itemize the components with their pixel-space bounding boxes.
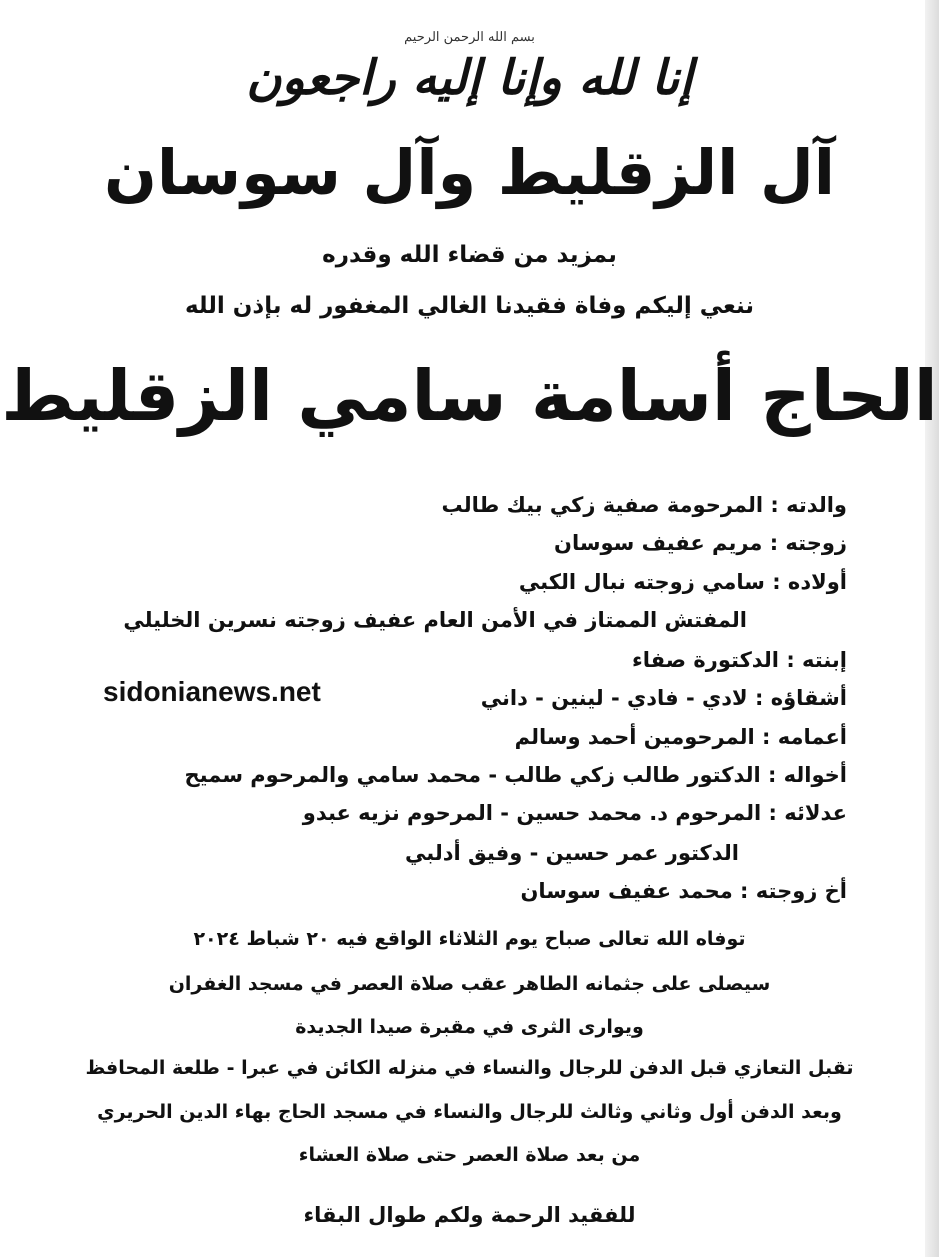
relative-uncles-maternal: أخواله : الدكتور طالب زكي طالب - محمد سامي والمرحوم سميح xyxy=(184,763,847,787)
notice-condolences-after: وبعد الدفن أول وثاني وثالث للرجال والنساء في مسجد الحاج بهاء الدين الحريري xyxy=(97,1101,842,1123)
intro-line-1: بمزيد من قضاء الله وقدره xyxy=(322,242,617,268)
relative-children-cont: المفتش الممتاز في الأمن العام عفيف زوجته نسرين الخليلي xyxy=(123,608,747,632)
closing-line: للفقيد الرحمة ولكم طوال البقاء xyxy=(303,1203,636,1227)
relative-uncles-paternal: أعمامه : المرحومين أحمد وسالم xyxy=(514,725,847,749)
basmala: بسم الله الرحمن الرحيم xyxy=(404,30,535,45)
relative-in-laws-cont: الدكتور عمر حسين - وفيق أدلبي xyxy=(405,841,739,865)
relative-mother: والدته : المرحومة صفية زكي بيك طالب xyxy=(441,493,847,517)
notice-prayer: سيصلى على جثمانه الطاهر عقب صلاة العصر في مسجد الغفران xyxy=(168,973,771,995)
intro-line-2: ننعي إليكم وفاة فقيدنا الغالي المغفور له بإذن الله xyxy=(184,293,755,319)
relative-daughter: إبنته : الدكتورة صفاء xyxy=(632,648,847,672)
relative-wife-brother: أخ زوجته : محمد عفيف سوسان xyxy=(520,879,847,903)
notice-times: من بعد صلاة العصر حتى صلاة العشاء xyxy=(298,1144,641,1166)
relative-in-laws: عدلائه : المرحوم د. محمد حسين - المرحوم نزيه عبدو xyxy=(302,801,847,825)
relative-siblings: أشقاؤه : لادي - فادي - لينين - داني xyxy=(480,686,847,710)
watermark: sidonianews.net xyxy=(103,676,321,707)
quran-verse: إنا لله وإنا إليه راجعون xyxy=(246,50,693,106)
notice-death-date: توفاه الله تعالى صباح يوم الثلاثاء الواقع فيه ٢٠ شباط ٢٠٢٤ xyxy=(193,928,746,950)
deceased-name: الحاج أسامة سامي الزقليط xyxy=(1,355,938,437)
notice-condolences-before: تقبل التعازي قبل الدفن للرجال والنساء في منزله الكائن في عبرا - طلعة المحافظ xyxy=(85,1057,854,1079)
relative-wife: زوجته : مريم عفيف سوسان xyxy=(554,531,847,555)
relative-children: أولاده : سامي زوجته نبال الكبي xyxy=(518,570,847,594)
families-title: آل الزقليط وآل سوسان xyxy=(103,136,836,209)
notice-burial: ويوارى الثرى في مقبرة صيدا الجديدة xyxy=(295,1016,644,1038)
